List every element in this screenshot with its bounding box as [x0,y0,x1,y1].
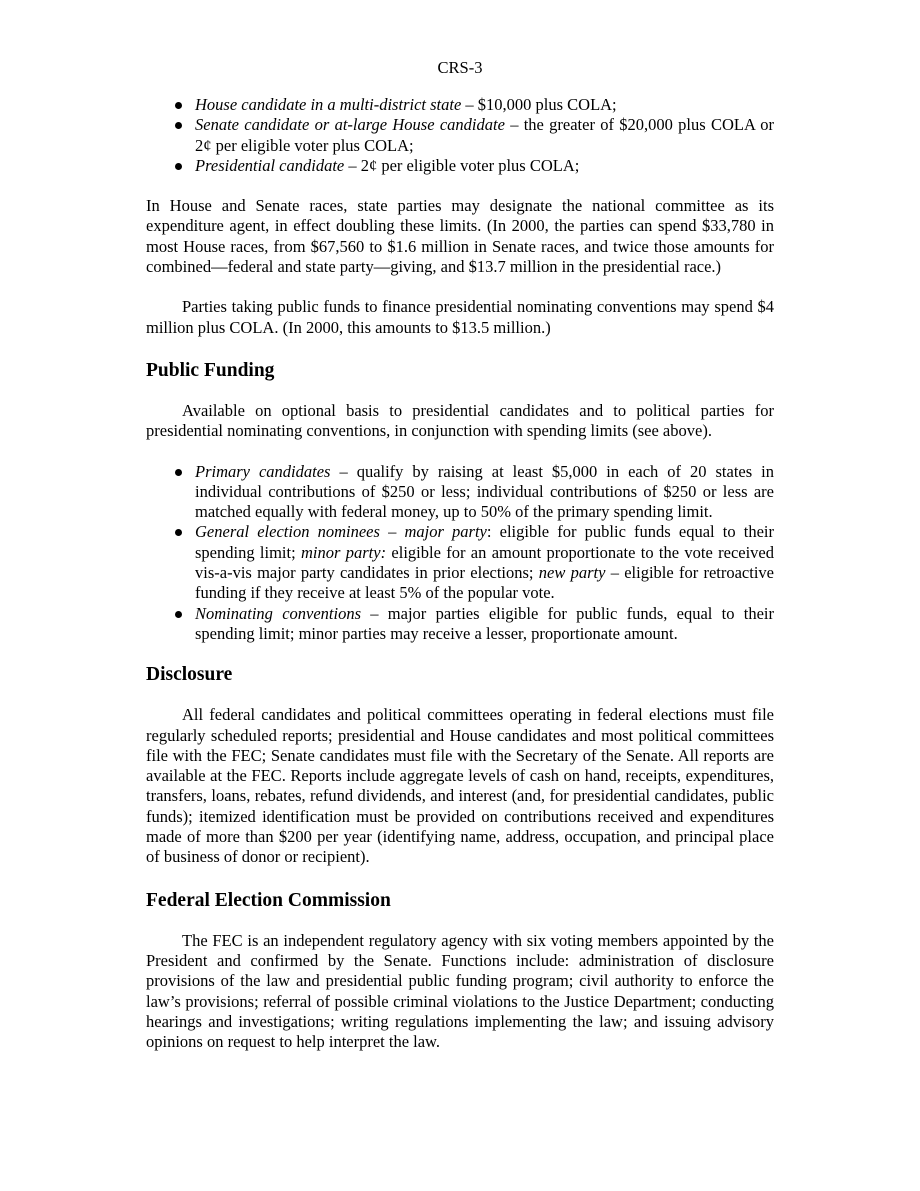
bullet-icon [175,529,182,536]
bullet-label: Senate candidate or at-large House candidate [195,115,505,135]
list-item [146,156,774,176]
bullet-text: – the greater of $20,000 plus COLA or 2¢ per eligible voter plus COLA; [195,115,774,155]
bullet-icon [175,163,182,170]
bullet-text: eligible for an amount proportionate to the vote received vis-a-vis major party candidates in prior elections; [195,542,774,583]
bullet-label: Nominating conventions [195,603,362,623]
bullet-icon [175,102,182,109]
minor-party-label: minor party: [301,542,387,562]
public-funding-intro: Available on optional basis to presidential candidates and to political parties for presidential nominating conventions, in conjunction with spending limits (see above). [146,400,774,441]
conventions-paragraph: Parties taking public funds to finance presidential nominating conventions may spend $4 million plus COLA. (In 2000, this amounts to $13.5 million.) [146,297,774,337]
bullet-label: Primary candidates [195,461,331,481]
bullet-text: – $10,000 plus COLA; [461,95,617,114]
public-funding-heading: Public Funding [146,359,275,381]
bullet-text: – 2¢ per eligible voter plus COLA; [344,155,580,175]
list-item [146,95,774,115]
party-limit-list [146,95,774,176]
bullet-label: Presidential candidate [195,155,345,175]
public-funding-list [146,462,774,645]
fec-paragraph: The FEC is an independent regulatory agency with six voting members appointed by the President and confirmed by the Senate. Functions include: administration of disclosure provisions of the law and presidential public funding program; civil authority to enforce the law’s provisions; referral of possible criminal violations to the Justice Department; conducting hearings and investigations; writing regulations implementing the law; and issuing advisory opinions on request to help interpret the law. [146,930,774,1052]
disclosure-heading: Disclosure [146,664,233,686]
bullet-label: House candidate in a multi-district state [195,95,462,114]
bullet-icon [175,469,182,476]
document-page [146,0,774,1052]
bullet-text: – major parties eligible for public funds, equal to their spending limit; minor parties may receive a lesser, proportionate amount. [195,603,775,643]
bullet-icon [175,122,182,129]
fec-heading: Federal Election Commission [146,889,391,911]
bullet-icon [175,611,182,618]
list-item [146,115,774,156]
bullet-text: – eligible for retroactive funding if they receive at least 5% of the popular vote. [195,563,774,603]
bullet-text: – qualify by raising at least $5,000 in each of 20 states in individual contributions of $250 or less; individual contributions of $250 or less are matched equally with federal money, up to 50% of the primary spending limit. [195,461,774,522]
list-item [146,604,774,645]
expenditure-agent-paragraph: In House and Senate races, state parties may designate the national committee as its expenditure agent, in effect doubling these limits. (In 2000, the parties can spend $33,780 in most House races, from $67,560 to $1.6 million in Senate races, and twice those amounts for combined—federal and state party—giving, and $13.7 million in the presidential race.) [146,196,774,277]
disclosure-paragraph: All federal candidates and political committees operating in federal elections must file regularly scheduled reports; presidential and House candidates and most political committees file with the FEC; Senate candidates must file with the Secretary of the Senate. All reports are available at the FEC. Reports include aggregate levels of cash on hand, receipts, expenditures, transfers, loans, rebates, refund dividends, and interest (and, for presidential candidates, public funds); itemized identification must be provided on contributions received and expenditures made of more than $200 per year (identifying name, address, occupation, and principal place of business of donor or recipient). [146,705,774,867]
list-item [146,522,774,603]
bullet-text: : eligible for public funds equal to their spending limit; [195,522,774,562]
list-item [146,462,774,523]
page-number: CRS-3 [437,58,483,77]
new-party-label: new party [538,563,606,583]
bullet-label: General election nominees – major party [195,522,487,542]
